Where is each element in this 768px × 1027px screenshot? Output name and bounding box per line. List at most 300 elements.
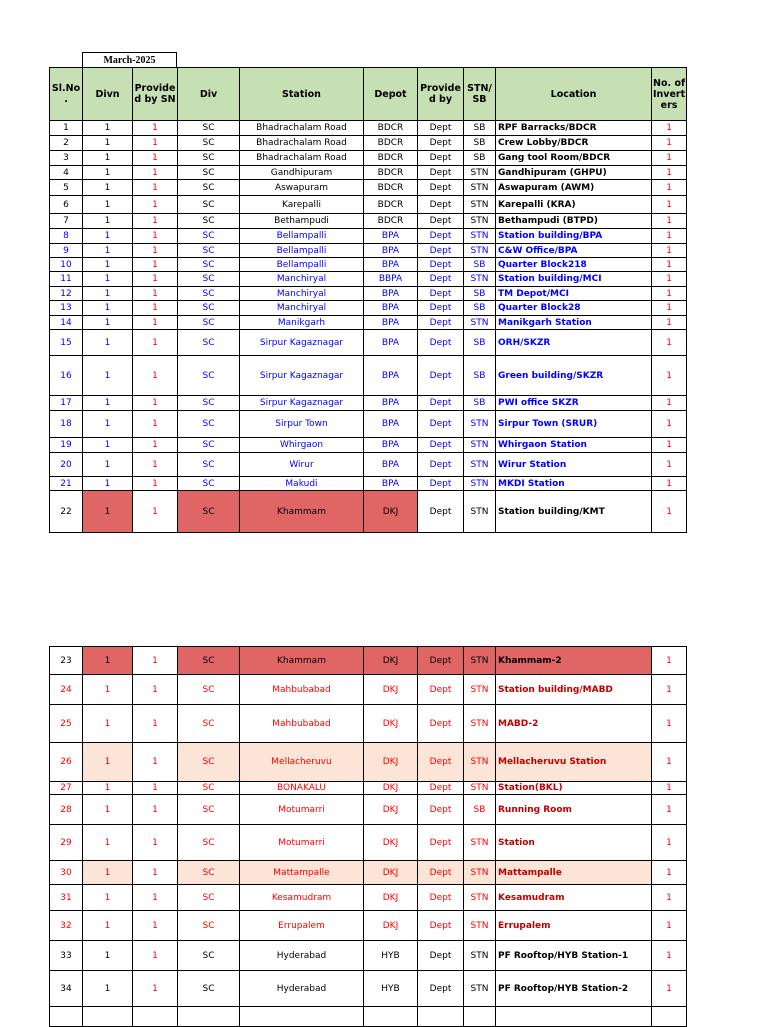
row-provided-by-sn: 1 [133, 396, 178, 411]
row-divn: 1 [83, 705, 133, 743]
row-depot: BPA [364, 330, 418, 356]
row-divn: 1 [83, 491, 133, 533]
row-provided-by-sn: 1 [133, 782, 178, 795]
row-divn: 1 [83, 330, 133, 356]
row-divn: 1 [83, 272, 133, 287]
row-location: Station [496, 825, 652, 861]
row-stn-sb: STN [464, 411, 496, 438]
row-inverters: 1 [652, 971, 687, 1007]
row-divn: 1 [83, 411, 133, 438]
row-div: SC [178, 396, 240, 411]
table-row [50, 301, 687, 316]
row-slno: 18 [50, 411, 83, 438]
row-provided-by-sn: 1 [133, 941, 178, 971]
row-location: Whirgaon Station [496, 438, 652, 453]
row-provided-by: Dept [418, 214, 464, 229]
row-slno: 33 [50, 941, 83, 971]
row-stn-sb: SB [464, 356, 496, 396]
table-row [50, 229, 687, 244]
row-provided-by: Dept [418, 941, 464, 971]
row-divn: 1 [83, 287, 133, 301]
row-provided-by-sn: 1 [133, 411, 178, 438]
row-provided-by-sn: 1 [133, 795, 178, 825]
row-slno: 13 [50, 301, 83, 316]
row-stn-sb: SB [464, 258, 496, 272]
row-inverters: 1 [652, 316, 687, 330]
row-slno: 16 [50, 356, 83, 396]
table-row [50, 705, 687, 743]
row-location: Mattampalle [496, 861, 652, 885]
header-depot: Depot [364, 68, 418, 121]
row-depot: BPA [364, 477, 418, 491]
row-div: SC [178, 316, 240, 330]
row-inverters: 1 [652, 647, 687, 675]
row-slno: 17 [50, 396, 83, 411]
row-inverters: 1 [652, 782, 687, 795]
header-provided-by: Provide d by [418, 68, 464, 121]
row-depot: BPA [364, 396, 418, 411]
row-provided-by-sn: 1 [133, 180, 178, 196]
row-provided-by: Dept [418, 287, 464, 301]
row-inverters: 1 [652, 151, 687, 166]
row-div: SC [178, 196, 240, 214]
row-depot: BDCR [364, 166, 418, 180]
row-provided-by-sn: 1 [133, 272, 178, 287]
row-location: ORH/SKZR [496, 330, 652, 356]
row-divn: 1 [83, 861, 133, 885]
row-provided-by-sn: 1 [133, 705, 178, 743]
header-inverters: No. of Invert ers [652, 68, 687, 121]
row-provided-by-sn: 1 [133, 477, 178, 491]
row-inverters: 1 [652, 885, 687, 911]
table-row [50, 491, 687, 533]
row-provided-by-sn: 1 [133, 214, 178, 229]
row-depot: BPA [364, 356, 418, 396]
row-depot: DKJ [364, 743, 418, 782]
row-depot: BPA [364, 316, 418, 330]
row-station: Bellampalli [240, 229, 364, 244]
row-station: Hyderabad [240, 941, 364, 971]
row-div: SC [178, 272, 240, 287]
row-div: SC [178, 491, 240, 533]
row-inverters: 1 [652, 330, 687, 356]
row-inverters: 1 [652, 438, 687, 453]
row-location: C&W Office/BPA [496, 244, 652, 258]
row-stn-sb: STN [464, 196, 496, 214]
row-slno: 30 [50, 861, 83, 885]
row-depot: DKJ [364, 795, 418, 825]
row-station: Khammam [240, 491, 364, 533]
row-divn: 1 [83, 825, 133, 861]
table-row [50, 287, 687, 301]
row-provided-by: Dept [418, 258, 464, 272]
row-inverters: 1 [652, 258, 687, 272]
table-row [50, 411, 687, 438]
row-depot: BDCR [364, 121, 418, 136]
row-station: Bellampalli [240, 244, 364, 258]
row-station: Manchiryal [240, 287, 364, 301]
row-divn: 1 [83, 675, 133, 705]
row-provided-by: Dept [418, 396, 464, 411]
row-station: Makudi [240, 477, 364, 491]
row-inverters: 1 [652, 166, 687, 180]
row-station: Bethampudi [240, 214, 364, 229]
row-location: Manikgarh Station [496, 316, 652, 330]
row-provided-by: Dept [418, 782, 464, 795]
row-depot: DKJ [364, 885, 418, 911]
row-inverters: 1 [652, 795, 687, 825]
row-slno: 26 [50, 743, 83, 782]
row-slno: 12 [50, 287, 83, 301]
table-row [50, 675, 687, 705]
row-provided-by-sn: 1 [133, 438, 178, 453]
row-slno: 2 [50, 136, 83, 151]
row-provided-by-sn: 1 [133, 885, 178, 911]
row-location: Wirur Station [496, 453, 652, 477]
row-provided-by: Dept [418, 151, 464, 166]
row-inverters: 1 [652, 411, 687, 438]
row-slno: 5 [50, 180, 83, 196]
row-inverters: 1 [652, 180, 687, 196]
row-provided-by-sn: 1 [133, 491, 178, 533]
row-inverters: 1 [652, 675, 687, 705]
row-depot: DKJ [364, 675, 418, 705]
row-station: Mattampalle [240, 861, 364, 885]
row-provided-by-sn: 1 [133, 136, 178, 151]
row-station: Sirpur Kagaznagar [240, 356, 364, 396]
row-provided-by-sn: 1 [133, 196, 178, 214]
row-depot: BDCR [364, 136, 418, 151]
row-provided-by-sn: 1 [133, 675, 178, 705]
row-provided-by-sn: 1 [133, 229, 178, 244]
row-divn: 1 [83, 166, 133, 180]
row-location: Gang tool Room/BDCR [496, 151, 652, 166]
row-divn: 1 [83, 438, 133, 453]
row-location: Errupalem [496, 911, 652, 941]
row-provided-by-sn: 1 [133, 743, 178, 782]
row-divn: 1 [83, 316, 133, 330]
table-row [50, 330, 687, 356]
row-depot: BPA [364, 287, 418, 301]
row-div: SC [178, 795, 240, 825]
row-divn: 1 [83, 795, 133, 825]
row-location: Quarter Block28 [496, 301, 652, 316]
row-div: SC [178, 356, 240, 396]
row-location: Karepalli (KRA) [496, 196, 652, 214]
row-provided-by: Dept [418, 491, 464, 533]
row-location: TM Depot/MCI [496, 287, 652, 301]
header-stn-sb: STN/ SB [464, 68, 496, 121]
row-divn: 1 [83, 214, 133, 229]
row-depot: BPA [364, 258, 418, 272]
row-station: Whirgaon [240, 438, 364, 453]
row-divn: 1 [83, 477, 133, 491]
row-station: Motumarri [240, 795, 364, 825]
row-provided-by-sn: 1 [133, 287, 178, 301]
row-inverters: 1 [652, 705, 687, 743]
row-div: SC [178, 825, 240, 861]
row-provided-by-sn: 1 [133, 911, 178, 941]
row-inverters: 1 [652, 941, 687, 971]
row-div: SC [178, 885, 240, 911]
row-stn-sb: STN [464, 453, 496, 477]
row-divn: 1 [83, 743, 133, 782]
row-div: SC [178, 477, 240, 491]
row-provided-by: Dept [418, 229, 464, 244]
row-location: MABD-2 [496, 705, 652, 743]
row-stn-sb: STN [464, 861, 496, 885]
row-station: Hyderabad [240, 971, 364, 1007]
row-slno: 20 [50, 453, 83, 477]
row-provided-by-sn: 1 [133, 316, 178, 330]
row-divn: 1 [83, 885, 133, 911]
row-stn-sb: STN [464, 743, 496, 782]
row-station: Bellampalli [240, 258, 364, 272]
table-row [50, 272, 687, 287]
row-div: SC [178, 287, 240, 301]
row-provided-by: Dept [418, 196, 464, 214]
row-station: Bhadrachalam Road [240, 151, 364, 166]
row-provided-by: Dept [418, 330, 464, 356]
row-stn-sb: SB [464, 396, 496, 411]
row-slno: 23 [50, 647, 83, 675]
row-provided-by: Dept [418, 356, 464, 396]
table-row [50, 941, 687, 971]
table-row [50, 971, 687, 1007]
row-depot: BPA [364, 229, 418, 244]
row-inverters: 1 [652, 244, 687, 258]
row-div: SC [178, 330, 240, 356]
header-row [50, 68, 687, 121]
row-provided-by: Dept [418, 477, 464, 491]
row-div: SC [178, 971, 240, 1007]
row-slno: 24 [50, 675, 83, 705]
row-provided-by: Dept [418, 438, 464, 453]
table-row [50, 396, 687, 411]
row-location: Mellacheruvu Station [496, 743, 652, 782]
row-div: SC [178, 166, 240, 180]
table-row [50, 316, 687, 330]
row-provided-by: Dept [418, 911, 464, 941]
row-div: SC [178, 258, 240, 272]
row-div: SC [178, 453, 240, 477]
row-inverters: 1 [652, 477, 687, 491]
row-location: PF Rooftop/HYB Station-1 [496, 941, 652, 971]
row-inverters: 1 [652, 136, 687, 151]
row-location: PWI office SKZR [496, 396, 652, 411]
row-divn: 1 [83, 782, 133, 795]
row-provided-by: Dept [418, 166, 464, 180]
row-stn-sb: STN [464, 272, 496, 287]
row-inverters: 1 [652, 229, 687, 244]
table-row [50, 861, 687, 885]
row-station: Bhadrachalam Road [240, 121, 364, 136]
row-divn: 1 [83, 258, 133, 272]
row-location: Station building/KMT [496, 491, 652, 533]
row-depot: DKJ [364, 491, 418, 533]
row-provided-by: Dept [418, 971, 464, 1007]
row-inverters: 1 [652, 121, 687, 136]
table-row [50, 356, 687, 396]
row-station: Wirur [240, 453, 364, 477]
row-depot: BPA [364, 301, 418, 316]
row-slno: 11 [50, 272, 83, 287]
table-row [50, 214, 687, 229]
row-provided-by: Dept [418, 647, 464, 675]
row-slno: 22 [50, 491, 83, 533]
row-station: Motumarri [240, 825, 364, 861]
row-provided-by: Dept [418, 861, 464, 885]
table-row [50, 911, 687, 941]
header-slno: Sl.No . [50, 68, 83, 121]
row-inverters: 1 [652, 214, 687, 229]
row-divn: 1 [83, 971, 133, 1007]
row-slno: 29 [50, 825, 83, 861]
row-div: SC [178, 438, 240, 453]
row-slno: 6 [50, 196, 83, 214]
row-provided-by: Dept [418, 301, 464, 316]
row-station: Manchiryal [240, 272, 364, 287]
header-divn: Divn [83, 68, 133, 121]
row-stn-sb: STN [464, 244, 496, 258]
row-divn: 1 [83, 356, 133, 396]
row-inverters: 1 [652, 743, 687, 782]
table-row [50, 196, 687, 214]
row-divn: 1 [83, 180, 133, 196]
row-inverters: 1 [652, 861, 687, 885]
row-provided-by-sn: 1 [133, 330, 178, 356]
month-label: March-2025 [82, 52, 177, 67]
row-stn-sb: STN [464, 491, 496, 533]
row-provided-by: Dept [418, 244, 464, 258]
row-depot: DKJ [364, 825, 418, 861]
row-location: Quarter Block218 [496, 258, 652, 272]
table-row [50, 477, 687, 491]
row-depot: DKJ [364, 705, 418, 743]
row-station: Kesamudram [240, 885, 364, 911]
row-provided-by-sn: 1 [133, 647, 178, 675]
row-div: SC [178, 180, 240, 196]
row-depot: BPA [364, 453, 418, 477]
row-provided-by: Dept [418, 675, 464, 705]
row-inverters: 1 [652, 301, 687, 316]
row-div: SC [178, 861, 240, 885]
row-provided-by: Dept [418, 795, 464, 825]
row-stn-sb: STN [464, 941, 496, 971]
row-location: MKDI Station [496, 477, 652, 491]
row-div: SC [178, 244, 240, 258]
row-location: Station building/MCI [496, 272, 652, 287]
table-row [50, 825, 687, 861]
row-depot: BPA [364, 411, 418, 438]
row-slno: 4 [50, 166, 83, 180]
row-inverters: 1 [652, 356, 687, 396]
row-depot: BDCR [364, 214, 418, 229]
row-stn-sb: STN [464, 316, 496, 330]
table-row [50, 121, 687, 136]
row-div: SC [178, 675, 240, 705]
row-slno: 8 [50, 229, 83, 244]
row-provided-by: Dept [418, 825, 464, 861]
row-div: SC [178, 647, 240, 675]
row-inverters: 1 [652, 272, 687, 287]
row-depot: DKJ [364, 782, 418, 795]
row-inverters: 1 [652, 287, 687, 301]
row-location: RPF Barracks/BDCR [496, 121, 652, 136]
row-slno: 25 [50, 705, 83, 743]
row-location: Station building/MABD [496, 675, 652, 705]
row-provided-by: Dept [418, 136, 464, 151]
row-depot: BDCR [364, 196, 418, 214]
row-div: SC [178, 301, 240, 316]
row-div: SC [178, 911, 240, 941]
row-stn-sb: SB [464, 330, 496, 356]
row-divn: 1 [83, 121, 133, 136]
row-divn: 1 [83, 196, 133, 214]
table-row [50, 258, 687, 272]
header-provided-by-sn: Provide d by SN [133, 68, 178, 121]
row-inverters: 1 [652, 491, 687, 533]
row-location: PF Rooftop/HYB Station-2 [496, 971, 652, 1007]
row-slno: 31 [50, 885, 83, 911]
row-provided-by: Dept [418, 272, 464, 287]
row-station: Sirpur Town [240, 411, 364, 438]
row-location: Station building/BPA [496, 229, 652, 244]
row-slno: 34 [50, 971, 83, 1007]
table-row [50, 136, 687, 151]
row-stn-sb: STN [464, 675, 496, 705]
row-stn-sb: STN [464, 166, 496, 180]
row-stn-sb: STN [464, 180, 496, 196]
row-location: Sirpur Town (SRUR) [496, 411, 652, 438]
row-stn-sb: SB [464, 301, 496, 316]
row-provided-by-sn: 1 [133, 861, 178, 885]
row-stn-sb: STN [464, 911, 496, 941]
row-station: BONAKALU [240, 782, 364, 795]
row-location: Aswapuram (AWM) [496, 180, 652, 196]
row-slno: 21 [50, 477, 83, 491]
row-station: Bhadrachalam Road [240, 136, 364, 151]
row-provided-by: Dept [418, 705, 464, 743]
row-div: SC [178, 941, 240, 971]
row-depot: BDCR [364, 180, 418, 196]
table-row [50, 151, 687, 166]
row-station: Gandhipuram [240, 166, 364, 180]
row-station: Karepalli [240, 196, 364, 214]
row-div: SC [178, 121, 240, 136]
row-provided-by-sn: 1 [133, 825, 178, 861]
row-inverters: 1 [652, 196, 687, 214]
row-slno: 15 [50, 330, 83, 356]
row-provided-by-sn: 1 [133, 971, 178, 1007]
row-station: Mellacheruvu [240, 743, 364, 782]
row-depot: DKJ [364, 647, 418, 675]
row-divn: 1 [83, 301, 133, 316]
row-divn: 1 [83, 453, 133, 477]
table-row [50, 438, 687, 453]
table-row [50, 782, 687, 795]
row-inverters: 1 [652, 396, 687, 411]
row-location: Kesamudram [496, 885, 652, 911]
row-station: Sirpur Kagaznagar [240, 396, 364, 411]
row-provided-by-sn: 1 [133, 301, 178, 316]
row-provided-by-sn: 1 [133, 166, 178, 180]
row-provided-by: Dept [418, 121, 464, 136]
row-provided-by-sn: 1 [133, 258, 178, 272]
row-location: Green building/SKZR [496, 356, 652, 396]
row-depot: HYB [364, 971, 418, 1007]
row-divn: 1 [83, 647, 133, 675]
